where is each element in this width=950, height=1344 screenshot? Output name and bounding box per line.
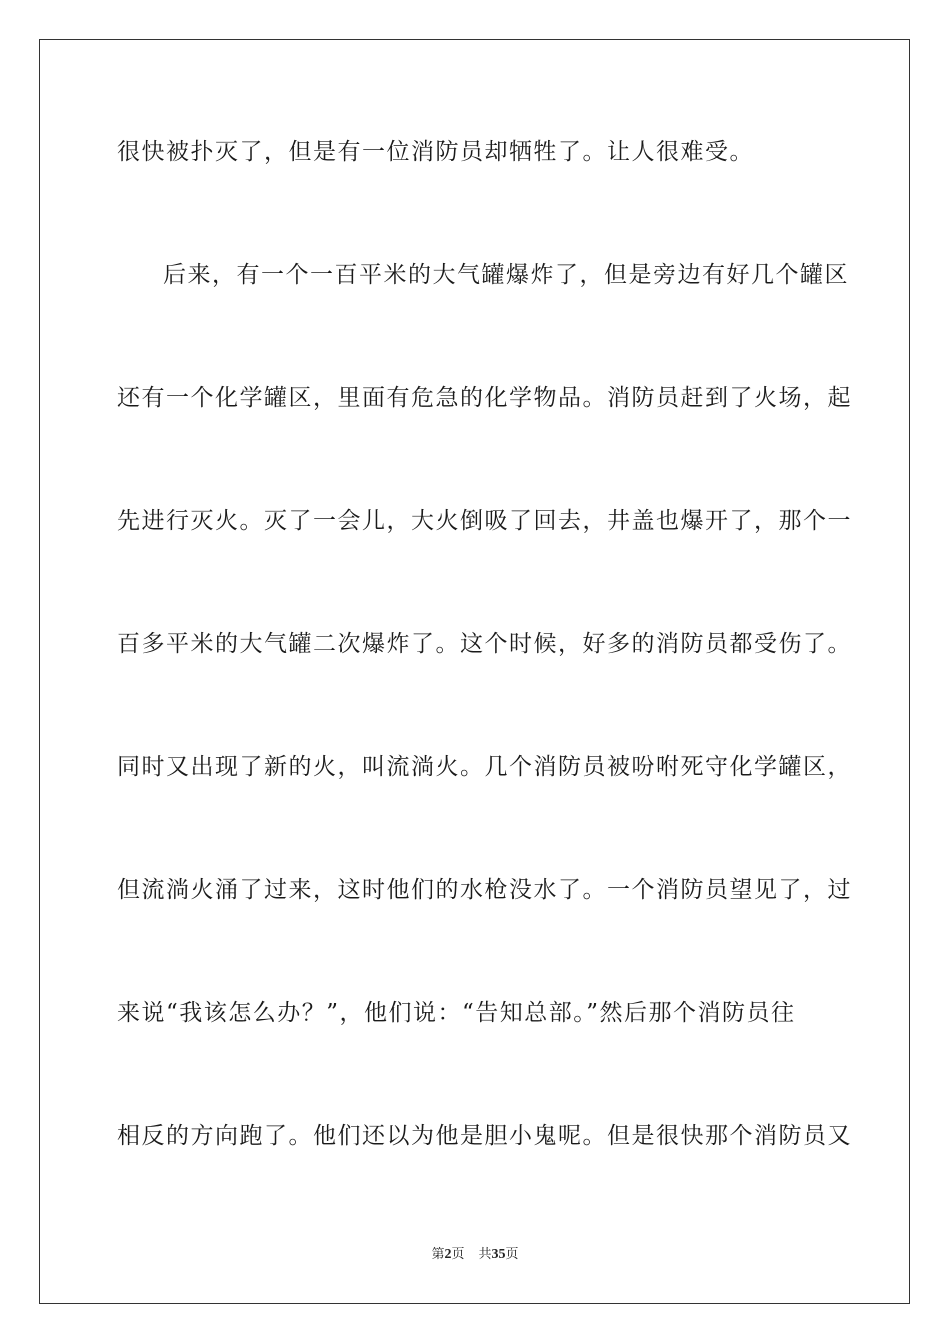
text-line-4: 先进行灭火。灭了一会儿，大火倒吸了回去，井盖也爆开了，那个一	[117, 508, 852, 534]
footer-total-suffix: 页	[505, 1247, 519, 1262]
text-line-1: 很快被扑灭了，但是有一位消防员却牺牲了。让人很难受。	[117, 139, 754, 165]
page-footer	[0, 1246, 950, 1264]
footer-page-suffix: 页	[451, 1247, 465, 1262]
page-border	[39, 39, 910, 1304]
text-line-3: 还有一个化学罐区，里面有危急的化学物品。消防员赶到了火场，起	[117, 385, 852, 411]
text-line-2: 后来，有一个一百平米的大气罐爆炸了，但是旁边有好几个罐区	[163, 262, 849, 288]
text-line-5: 百多平米的大气罐二次爆炸了。这个时候，好多的消防员都受伤了。	[117, 631, 852, 657]
footer-page-number: 2	[444, 1247, 452, 1262]
text-line-8: 来说“我该怎么办？”，他们说：“告知总部。”然后那个消防员往	[117, 1000, 796, 1026]
footer-page-prefix: 第	[431, 1247, 445, 1262]
footer-total-prefix: 共	[478, 1247, 492, 1262]
text-line-7: 但流淌火涌了过来，这时他们的水枪没水了。一个消防员望见了，过	[117, 877, 852, 903]
text-line-9: 相反的方向跑了。他们还以为他是胆小鬼呢。但是很快那个消防员又	[117, 1123, 852, 1149]
footer-total-pages: 35	[491, 1247, 506, 1262]
text-line-6: 同时又出现了新的火，叫流淌火。几个消防员被吩咐死守化学罐区，	[117, 754, 852, 780]
